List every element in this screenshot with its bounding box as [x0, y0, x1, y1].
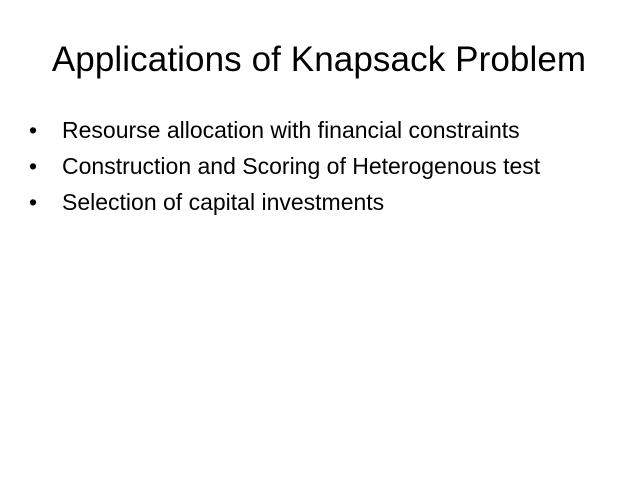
bullet-marker: • [29, 189, 38, 215]
bullet-text: Selection of capital investments [62, 189, 385, 215]
bullet-item-construction-scoring [27, 150, 609, 183]
bullet-text: Construction and Scoring of Heterogenous test [62, 153, 541, 179]
bullet-list [27, 114, 609, 222]
bullet-marker: • [29, 117, 38, 143]
slide-title: Applications of Knapsack Problem [51, 40, 587, 79]
bullet-marker: • [29, 153, 38, 179]
bullet-text: Resourse allocation with financial constraints [62, 117, 520, 143]
bullet-item-resource-allocation [27, 114, 609, 147]
bullet-item-capital-investments [27, 186, 609, 219]
